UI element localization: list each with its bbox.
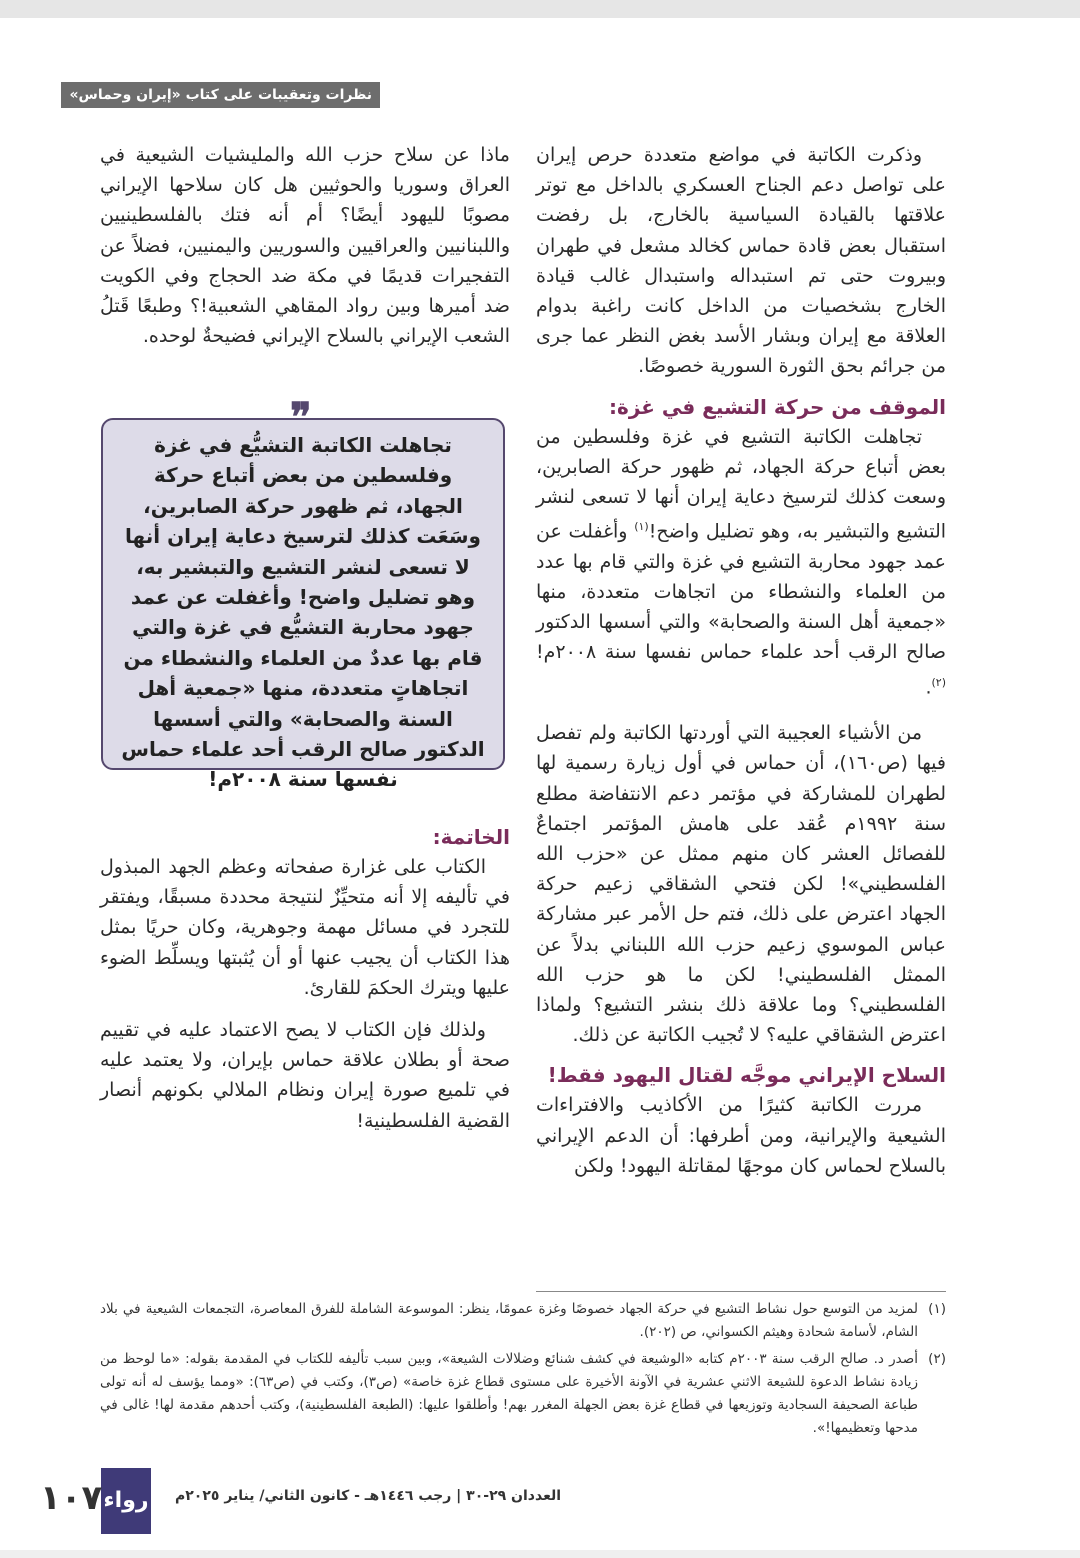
left-column [100, 140, 510, 351]
section-tag: نظرات وتعقيبات على كتاب «إيران وحماس» [61, 82, 380, 108]
footnote-divider [536, 1291, 946, 1292]
footnote-2-number: (٢) [928, 1351, 946, 1367]
footnote-2 [100, 1348, 946, 1440]
paragraph-shiism-part-a: تجاهلت الكاتبة التشيع في غزة وفلسطين من بعض أتباع حركة الجهاد، ثم ظهور حركة الصابرين، وسعت كذلك لترسيخ دعاية إيران أنها لا تسعى لنشر التشيع والتبشير به، وهو تضليل واضح! [536, 425, 947, 543]
paragraph-shiism-part-b: وأغفلت عن عمد جهود محاربة التشيع في غزة والتي قام بها عدد من العلماء والنشطاء من اتجاهات متعددة، منها «جمعية أهل السنة والصحابة» والتي أسسها الدكتور صالح الرقب أحد علماء حماس نفسها سنة ٢٠٠٨م! [536, 520, 946, 664]
footnote-ref-2[interactable]: (٢) [931, 675, 946, 689]
conclusion-section [100, 822, 510, 1136]
page-number: ١٠٧ [40, 1478, 103, 1518]
paragraph-conclusion-2: ولذلك فإن الكتاب لا يصح الاعتماد عليه في تقييم صحة أو بطلان علاقة حماس بإيران، ولا يعتمد عليه في تلميع صورة إيران ونظام الملالي بكونهم أنصار القضية الفلسطينية! [100, 1019, 510, 1132]
footnotes [100, 1298, 946, 1440]
footnote-1-text: لمزيد من التوسع حول نشاط التشيع في حركة الجهاد خصوصًا وغزة عمومًا، ينظر: الموسوعة الشاملة للفرق المعاصرة، التجمعات الشيعية في بلاد الشام، لأسامة شحادة وهيثم الكسواني، ص (٢٠٢). [100, 1301, 918, 1340]
paragraph-weapons: مررت الكاتبة كثيرًا من الأكاذيب والافتراءات الشيعية والإيرانية، ومن أطرفها: أن الدعم الإيراني بالسلاح لحماس كان موجهًا لمقاتلة اليهود! ولكن [536, 1094, 946, 1177]
heading-conclusion: الخاتمة: [432, 825, 510, 849]
magazine-logo: رواء [101, 1468, 151, 1534]
pull-quote-text: تجاهلت الكاتبة التشيُّع في غزة وفلسطين من بعض أتباع حركة الجهاد، ثم ظهور حركة الصابرين، وسَعَت كذلك لترسيخ دعاية إيران أنها لا تسعى لنشر التشيع والتبشير به، وهو تضليل واضح! وأغفلت عن عمد جهود محاربة التشيُّع في غزة والتي قام بها عددٌ من العلماء والنشطاء من اتجاهاتٍ متعددة، منها «جمعية أهل السنة والصحابة» والتي أسسها الدكتور صالح الرقب أحد علماء حماس نفسها سنة ٢٠٠٨م! [121, 433, 485, 792]
heading-iranian-weapons: السلاح الإيراني موجَّه لقتال اليهود فقط! [547, 1063, 946, 1088]
right-column [536, 140, 946, 1181]
paragraph-weapons-continued: ماذا عن سلاح حزب الله والمليشيات الشيعية في العراق وسوريا والحوثيين هل كان سلاحها الإيراني مصوبًا لليهود أيضًا؟ أم أنه فتك بالفلسطينيين واللبنانيين والعراقيين والسوريين واليمنيين، فضلاً عن التفجيرات قديمًا في مكة ضد الحجاج وفي الكويت ضد أميرها وبين رواد المقاهي الشعبية!؟ وطبعًا قَتلُ الشعب الإيراني بالسلاح الإيراني فضيحةٌ لوحده. [100, 144, 510, 348]
paragraph-tehran-visit: من الأشياء العجيبة التي أوردتها الكاتبة ولم تفصل فيها (ص١٦٠)، أن حماس في أول زيارة رسمية لها لطهران للمشاركة في مؤتمر دعم الانتفاضة مطلع سنة ١٩٩٢م عُقد على هامش المؤتمر اجتماعٌ للفصائل العشر كان منهم ممثل عن «حزب الله الفلسطيني»! لكن فتحي الشقاقي زعيم حركة الجهاد اعترض على ذلك، فتم حل الأمر عبر مشاركة عباس الموسوي زعيم حزب الله اللبناني بدلاً عن الممثل الفلسطيني! لكن ما هو حزب الله الفلسطيني؟ وما علاقة ذلك بنشر التشيع؟ ولماذا اعترض الشقاقي عليه؟ لا تُجيب الكاتبة عن ذلك. [536, 722, 947, 1047]
intro-paragraph: وذكرت الكاتبة في مواضع متعددة حرص إيران على تواصل دعم الجناح العسكري بالداخل مع توتر علاقتها بالقيادة السياسية بالخارج، بل رفضت استقبال بعض قادة حماس كخالد مشعل في طهران وبيروت حتى تم استبداله واستبدال غالب قيادة الخارج بشخصيات من الداخل كانت راغبة بدوام العلاقة مع إيران وبشار الأسد بغض النظر عما جرى من جرائم بحق الثورة السورية خصوصًا. [536, 144, 946, 378]
paragraph-conclusion-1: الكتاب على غزارة صفحاته وعظم الجهد المبذول في تأليفه إلا أنه متحيِّزٌ لنتيجة محددة مسبقًا، ويفتقر للتجرد في مسائل مهمة وجوهرية، وكان حريًا بمثل هذا الكتاب أن يجيب عنها أو أن يُثبتها ويسلِّط الضوء عليها ويترك الحكمَ للقارئ. [100, 856, 510, 999]
heading-shiism-gaza: الموقف من حركة التشيع في غزة: [609, 394, 946, 419]
pull-quote-box [101, 418, 505, 792]
footnote-1-number: (١) [928, 1301, 946, 1317]
footnote-ref-1[interactable]: (١) [634, 520, 649, 534]
issue-info: العددان ٢٩-٣٠ | رجب ١٤٤٦هـ - كانون الثاني/ يناير ٢٠٢٥م [175, 1488, 562, 1504]
paragraph-shiism-gaza [536, 422, 946, 702]
footnote-1 [100, 1298, 946, 1344]
top-band [0, 0, 1080, 18]
footnote-2-text: أصدر د. صالح الرقب سنة ٢٠٠٣م كتابه «الوشيعة في كشف شنائع وضلالات الشيعة»، وبين سبب تأليفه للكتاب في المقدمة بقوله: «ما لوحظ من زيادة نشاط الدعوة للشيعة الاثني عشرية في الآونة الأخيرة على مستوى قطاع غزة خاصة» (ص٣)، وكتب في (ص٦٣): «ومما يؤسف له أنه تولى طباعة الصحيفة السجادية وتوزيعها في قطاع غزة بعض الجهلة المغرر بهم! وأطلقوا عليها: (الطبعة الفلسطينية)، وكتب أحدهم مقدمة لها! غالى في مدحها وتعظيمها!». [100, 1351, 918, 1436]
paragraph-shiism-part-c: . [925, 675, 932, 698]
bottom-band [0, 1550, 1080, 1558]
